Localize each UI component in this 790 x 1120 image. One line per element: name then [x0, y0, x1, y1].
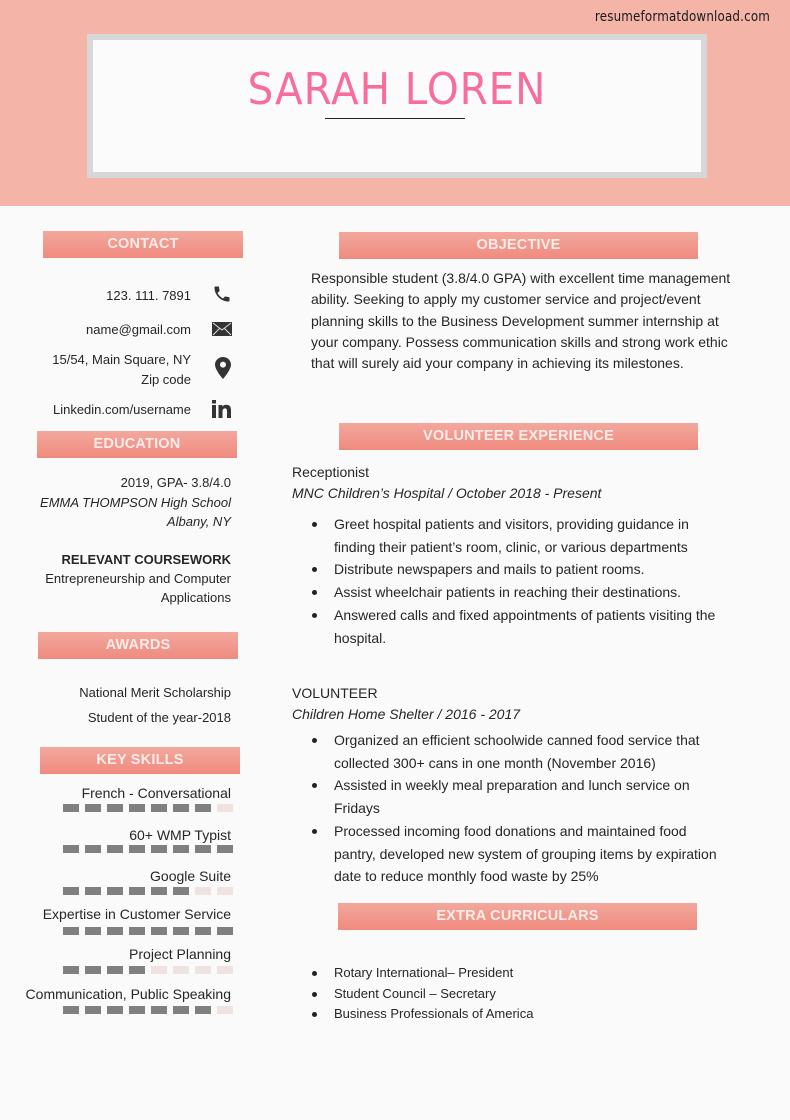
skill-segment-filled: [107, 966, 123, 974]
bullet-item: Organized an efficient schoolwide canned food service that collected 300+ cans in one month (November 2016): [312, 729, 732, 774]
extracurriculars-heading: EXTRA CURRICULARS: [338, 903, 697, 930]
skill-segment-filled: [129, 1006, 145, 1014]
name-divider: [325, 118, 465, 119]
skill-segment-filled: [173, 1006, 189, 1014]
skill-meter: [63, 887, 233, 895]
map-pin-icon: [212, 357, 234, 379]
skill-segment-filled: [63, 1006, 79, 1014]
skills-heading: KEY SKILLS: [40, 747, 240, 774]
skill-segment-empty: [217, 804, 233, 812]
skill-segment-filled: [151, 1006, 167, 1014]
coursework-line1: Entrepreneurship and Computer: [45, 571, 231, 586]
envelope-icon: [211, 318, 233, 340]
skill-segment-filled: [107, 927, 123, 935]
job-bullets: [312, 729, 732, 888]
skill-segment-empty: [195, 887, 211, 895]
skill-segment-filled: [217, 845, 233, 853]
skill-segment-filled: [63, 927, 79, 935]
skill-segment-empty: [217, 966, 233, 974]
skill-segment-filled: [85, 1006, 101, 1014]
skill-segment-empty: [195, 966, 211, 974]
skill-segment-filled: [195, 1006, 211, 1014]
extracurricular-item: Business Professionals of America: [312, 1004, 732, 1025]
contact-address-line2: Zip code: [141, 372, 191, 387]
contact-email: name@gmail.com: [86, 322, 191, 337]
objective-text: Responsible student (3.8/4.0 GPA) with excellent time management ability. Seeking to apply my customer service and project/event planning skills to the Business Development summer internship at your company. Possess communication skills and strong work ethic that will surely aid your company in achieving its milestones.: [311, 270, 731, 372]
skill-segment-filled: [129, 845, 145, 853]
bullet-item: Processed incoming food donations and maintained food pantry, developed new system of grouping items by expiration date to reduce monthly food waste by 25%: [312, 820, 732, 888]
education-school: EMMA THOMPSON High School: [40, 495, 231, 510]
award-item: National Merit Scholarship: [79, 685, 231, 700]
skill-segment-filled: [63, 887, 79, 895]
skill-segment-filled: [85, 804, 101, 812]
job-title: VOLUNTEER: [292, 685, 378, 701]
job-subtitle: Children Home Shelter / 2016 - 2017: [292, 706, 521, 722]
skill-segment-filled: [151, 804, 167, 812]
skill-segment-filled: [63, 966, 79, 974]
skill-meter: [63, 1006, 233, 1014]
skill-segment-empty: [217, 887, 233, 895]
skill-meter: [63, 927, 233, 935]
candidate-name: SARAH LOREN: [247, 64, 547, 115]
skill-label: Communication, Public Speaking: [25, 986, 231, 1002]
linkedin-icon: [211, 398, 233, 420]
skill-segment-empty: [151, 966, 167, 974]
skill-meter: [63, 804, 233, 812]
skill-segment-filled: [173, 887, 189, 895]
job-subtitle: MNC Children’s Hospital / October 2018 - Present: [292, 485, 602, 501]
education-heading: EDUCATION: [37, 431, 237, 458]
contact-linkedin: Linkedin.com/username: [52, 402, 191, 417]
skill-segment-filled: [173, 927, 189, 935]
skill-segment-filled: [85, 887, 101, 895]
extracurricular-item: Student Council – Secretary: [312, 984, 732, 1005]
skill-segment-filled: [151, 927, 167, 935]
name-box: [87, 34, 707, 178]
skill-segment-filled: [107, 1006, 123, 1014]
volunteer-heading: VOLUNTEER EXPERIENCE: [339, 423, 698, 450]
skill-segment-filled: [107, 845, 123, 853]
skill-label: 60+ WMP Typist: [129, 827, 231, 843]
skill-segment-filled: [173, 845, 189, 853]
skill-segment-filled: [129, 966, 145, 974]
skill-segment-filled: [217, 927, 233, 935]
watermark: resumeformatdownload.com: [594, 9, 770, 25]
contact-address-line1: 15/54, Main Square, NY: [52, 352, 191, 367]
skill-segment-filled: [129, 887, 145, 895]
job-bullets: [312, 513, 732, 649]
bullet-item: Assist wheelchair patients in reaching their destinations.: [312, 581, 732, 604]
skill-meter: [63, 845, 233, 853]
education-location: Albany, NY: [166, 514, 231, 529]
skill-segment-filled: [151, 845, 167, 853]
skill-segment-filled: [151, 887, 167, 895]
job-title: Receptionist: [292, 464, 370, 480]
bullet-item: Distribute newspapers and mails to patient rooms.: [312, 558, 732, 581]
skill-segment-filled: [63, 845, 79, 853]
skill-label: Expertise in Customer Service: [42, 906, 231, 922]
education-year-gpa: 2019, GPA- 3.8/4.0: [120, 475, 231, 490]
skill-segment-filled: [63, 804, 79, 812]
extracurricular-list: [312, 963, 732, 1025]
award-item: Student of the year-2018: [87, 710, 231, 725]
contact-phone: 123. 111. 7891: [106, 288, 191, 303]
coursework-heading: RELEVANT COURSEWORK: [61, 552, 231, 567]
skill-segment-filled: [85, 845, 101, 853]
skill-segment-filled: [129, 927, 145, 935]
bullet-item: Greet hospital patients and visitors, providing guidance in finding their patient’s room, clinic, or various departments: [312, 513, 732, 558]
skill-segment-filled: [107, 887, 123, 895]
skill-label: Project Planning: [129, 946, 231, 962]
skill-segment-filled: [195, 927, 211, 935]
objective-heading: OBJECTIVE: [339, 232, 698, 259]
skill-segment-filled: [195, 804, 211, 812]
bullet-item: Assisted in weekly meal preparation and lunch service on Fridays: [312, 774, 732, 819]
header-band: [0, 0, 790, 206]
awards-heading: AWARDS: [38, 632, 238, 659]
skill-label: French - Conversational: [81, 785, 231, 801]
coursework-line2: Applications: [160, 590, 231, 605]
contact-heading: CONTACT: [43, 231, 243, 258]
extracurricular-item: Rotary International– President: [312, 963, 732, 984]
skill-segment-empty: [217, 1006, 233, 1014]
skill-segment-filled: [195, 845, 211, 853]
skill-segment-filled: [107, 804, 123, 812]
skill-segment-filled: [129, 804, 145, 812]
skill-meter: [63, 966, 233, 974]
bullet-item: Answered calls and fixed appointments of patients visiting the hospital.: [312, 604, 732, 649]
skill-segment-filled: [173, 804, 189, 812]
skill-segment-empty: [173, 966, 189, 974]
skill-segment-filled: [85, 927, 101, 935]
phone-icon: [211, 283, 233, 305]
skill-segment-filled: [85, 966, 101, 974]
skill-label: Google Suite: [150, 868, 231, 884]
